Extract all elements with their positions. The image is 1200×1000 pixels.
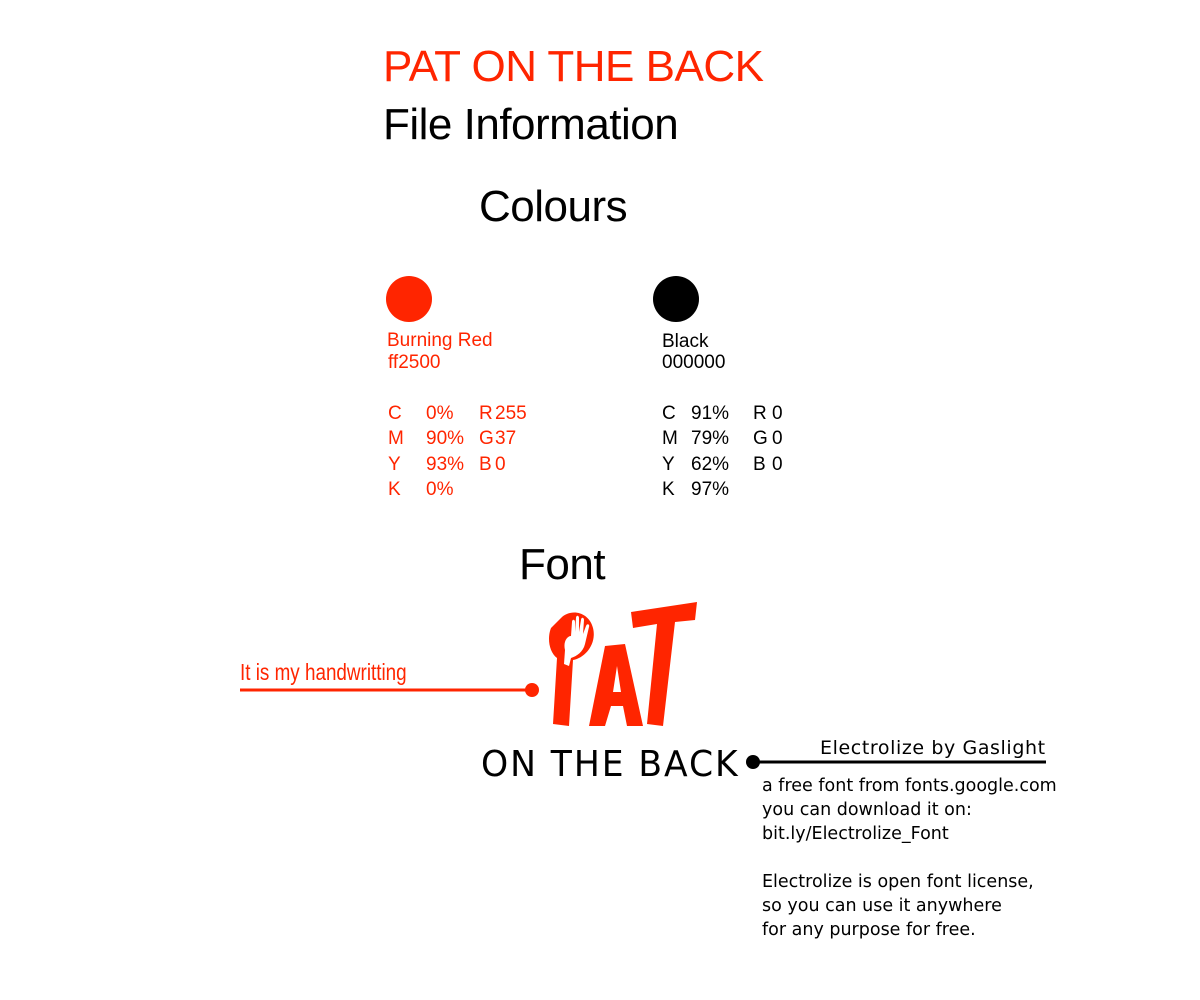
table-row — [388, 477, 527, 502]
table-row — [662, 401, 783, 426]
table-row — [388, 452, 527, 477]
rgb-letter: R — [479, 403, 493, 424]
cmyk-value: 93% — [426, 453, 465, 475]
brand-title: PAT ON THE BACK — [383, 42, 764, 91]
cmyk-letter: C — [388, 403, 402, 424]
handwriting-note: It is my handwritting — [240, 659, 407, 685]
cmyk-value: 97% — [691, 478, 730, 500]
font-heading: Font — [519, 540, 606, 589]
table-row — [388, 426, 527, 451]
rgb-letter: R — [753, 403, 767, 424]
rgb-value: 0 — [772, 453, 783, 475]
rgb-letter: B — [753, 453, 766, 475]
black-hex: 000000 — [662, 352, 726, 373]
rgb-value: 255 — [495, 403, 527, 424]
font-credit-leader-line — [744, 752, 1048, 772]
font-note-line: for any purpose for free. — [762, 920, 976, 940]
font-note-line: bit.ly/Electrolize_Font — [762, 824, 949, 844]
cmyk-letter: M — [388, 428, 404, 450]
burning-red-hex: ff2500 — [388, 352, 441, 373]
burning-red-name: Burning Red — [387, 330, 493, 351]
black-values-table — [662, 401, 783, 502]
rgb-value: 0 — [772, 403, 783, 424]
tagline-on-the-back: ON THE BACK — [481, 744, 740, 785]
cmyk-value: 79% — [691, 428, 730, 450]
cmyk-letter: Y — [662, 453, 675, 475]
font-note-line: Electrolize is open font license, — [762, 872, 1034, 892]
font-credit: Electrolize by Gaslight — [820, 737, 1046, 759]
burning-red-swatch — [386, 276, 432, 322]
cmyk-letter: K — [388, 478, 401, 500]
cmyk-value: 62% — [691, 453, 730, 475]
font-note-line: a free font from fonts.google.com — [762, 776, 1057, 796]
font-note-line: you can download it on: — [762, 800, 972, 820]
font-note-line: so you can use it anywhere — [762, 896, 1002, 916]
cmyk-letter: K — [662, 478, 675, 500]
rgb-letter: B — [479, 453, 492, 475]
cmyk-letter: Y — [388, 453, 401, 475]
black-swatch — [653, 276, 699, 322]
cmyk-value: 91% — [691, 403, 730, 424]
pat-logo — [545, 598, 705, 730]
colours-heading: Colours — [479, 182, 628, 231]
cmyk-value: 90% — [426, 428, 465, 450]
cmyk-letter: C — [662, 403, 676, 424]
rgb-letter: G — [479, 428, 494, 450]
table-row — [662, 426, 783, 451]
page-title: File Information — [383, 100, 679, 149]
cmyk-letter: M — [662, 428, 678, 450]
rgb-value: 0 — [772, 428, 783, 450]
black-name: Black — [662, 331, 709, 352]
handwriting-leader-line — [238, 680, 544, 700]
table-row — [662, 477, 783, 502]
rgb-value: 37 — [495, 428, 517, 450]
cmyk-value: 0% — [426, 403, 454, 424]
table-row — [662, 452, 783, 477]
rgb-value: 0 — [495, 453, 506, 475]
table-row — [388, 401, 527, 426]
burning-red-values-table — [388, 401, 527, 502]
rgb-letter: G — [753, 428, 768, 450]
cmyk-value: 0% — [426, 478, 454, 500]
